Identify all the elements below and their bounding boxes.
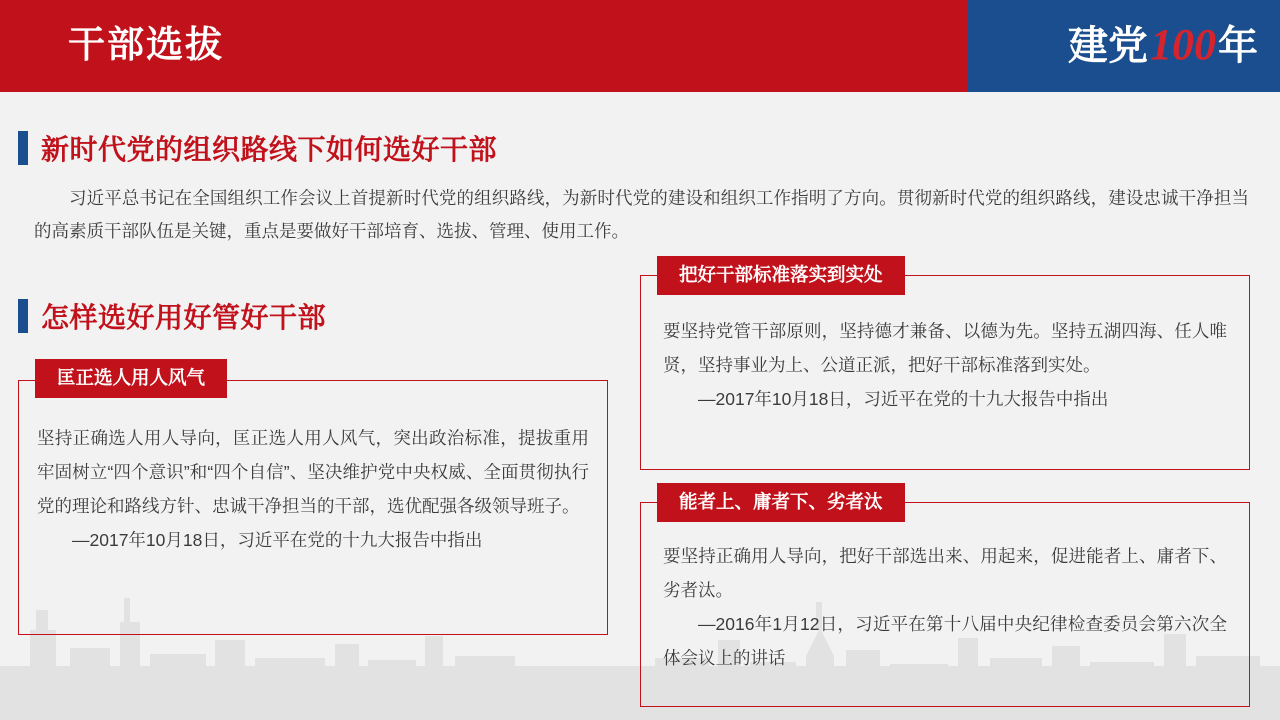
intro-paragraph: 习近平总书记在全国组织工作会议上首提新时代党的组织路线，为新时代党的建设和组织工作指明了方向。贯彻新时代党的组织路线，建设忠诚干净担当的高素质干部队伍是关键，重点是要做好干部培育、选拔、管理、使用工作。 bbox=[34, 188, 1249, 241]
card-body-text: 要坚持党管干部原则，坚持德才兼备、以德为先。坚持五湖四海、任人唯贤，坚持事业为上、公道正派，把好干部标准落到实处。 bbox=[663, 321, 1227, 375]
brand-suffix: 年 bbox=[1218, 24, 1258, 68]
card-tab-label: 能者上、庸者下、劣者汰 bbox=[657, 483, 905, 522]
card-capable-promotion bbox=[640, 491, 1250, 707]
card-correct-selection-climate bbox=[18, 367, 608, 635]
card-tab-label: 匡正选人用人风气 bbox=[35, 359, 227, 398]
brand-logo bbox=[1068, 16, 1258, 75]
section-heading-1 bbox=[18, 128, 497, 168]
brand-number: 100 bbox=[1150, 20, 1216, 69]
card-tab-label: 把好干部标准落实到实处 bbox=[657, 256, 905, 295]
section-heading-2 bbox=[18, 296, 326, 336]
card-good-cadre-standard bbox=[640, 264, 1250, 470]
brand-prefix: 建党 bbox=[1068, 24, 1148, 68]
section-accent-bar bbox=[18, 131, 28, 165]
section-accent-bar bbox=[18, 299, 28, 333]
page-title: 干部选拔 bbox=[68, 24, 224, 65]
card-body-text: 要坚持正确用人导向，把好干部选出来、用起来，促进能者上、庸者下、劣者汰。 bbox=[663, 546, 1227, 600]
section-heading-1-text: 新时代党的组织路线下如何选好干部 bbox=[41, 134, 498, 165]
card-citation-text: —2017年10月18日，习近平在党的十九大报告中指出 bbox=[698, 389, 1109, 409]
header-bar bbox=[0, 0, 1280, 92]
card-body-text: 坚持正确选人用人导向，匡正选人用人风气，突出政治标准，提拔重用牢固树立“四个意识”和“四个自信”、坚决维护党中央权威、全面贯彻执行党的理论和路线方针、忠诚干净担当的干部，选优配强各级领导班子。 bbox=[37, 428, 589, 516]
card-citation-text: —2017年10月18日，习近平在党的十九大报告中指出 bbox=[72, 530, 483, 550]
card-citation-text: —2016年1月12日，习近平在第十八届中央纪律检查委员会第六次全体会议上的讲话 bbox=[663, 614, 1227, 668]
section-heading-2-text: 怎样选好用好管好干部 bbox=[41, 302, 327, 333]
